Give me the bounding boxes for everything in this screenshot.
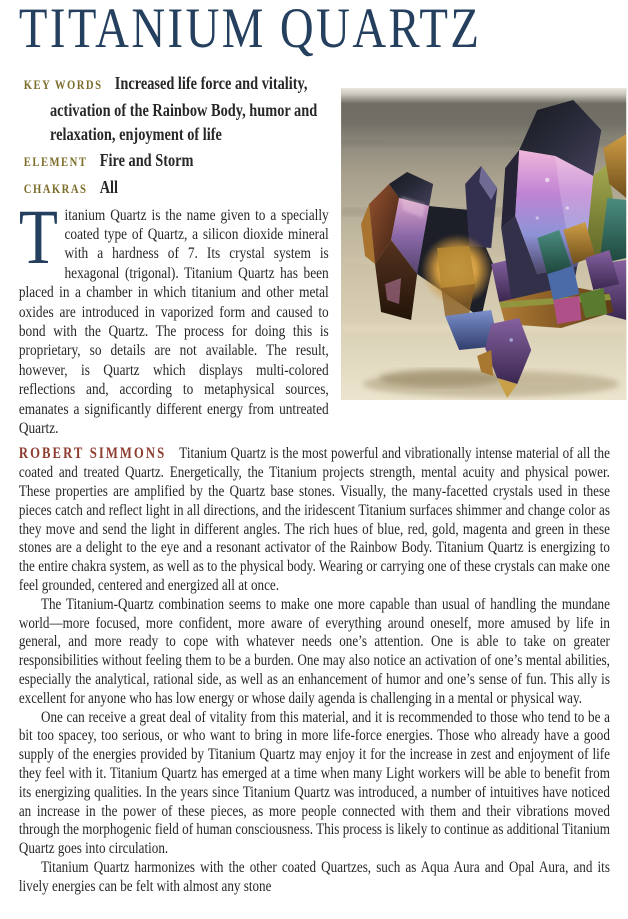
body-paragraph: The Titanium-Quartz combination seems to make one more capable than usual of handling the mundane world—more focused, more confident, more aware of everything around oneself, more amused by life in general, and more ready to cope with whatever needs one’s attention. One is able to take on greater responsibilities without feeling them to be a burden. One may also notice an activation of one’s mental abilities, especially the analytical, rational side, as well as an enhancement of humor and one’s sense of fun. This ally is excellent for anyone who has low energy or whose daily agenda is challenging in a mental or physical way. bbox=[18, 595, 610, 707]
paragraph-text: Titanium Quartz is the most powerful and vibrationally intense material of all the coated and treated Quartz. Energetically, the Titanium projects strength, mental acuity and physical power. These properties are amplified by the Quartz base stones. Visually, the many-facetted crystals used in these pieces catch and reflect light in all directions, and the iridescent Titanium surfaces shimmer and change color as they move and send the light in different angles. The rich hues of blue, red, gold, magenta and green in these stones are a delight to the eye and a resonant activator of the Rainbow Body. Titanium Quartz is energizing to the entire chakra system, as well as to the physical body. Wearing or carrying one of these crystals can make one feel grounded, centered and energized all at once. bbox=[18, 445, 610, 594]
body-paragraph bbox=[19, 445, 610, 595]
crystal-cluster-illustration bbox=[341, 88, 626, 400]
page-title: TITANIUM QUARTZ bbox=[18, 0, 482, 60]
property-value: Increased life force and vitality, activation of the Rainbow Body, humor and relaxation, enjoyment of life bbox=[50, 73, 318, 144]
body-paragraph: One can receive a great deal of vitality from this material, and it is recommended to those who tend to be a bit too spacey, too serious, or who want to bring in more life-force energies. Those who already have a good supply of the energies provided by Titanium Quartz may enjoy it for the increase in zest and enjoyment of life they feel with it. Titanium Quartz has emerged at a time when many Light workers will be able to benefit from its energizing qualities. In the years since Titanium Quartz was introduced, a number of intuitives have noticed an increase in the power of these pieces, as more people connected with them and their vibrations moved through the morphogenic field of human consciousness. This process is likely to continue as additional Titanium Quartz goes into circulation. bbox=[18, 708, 610, 858]
property-label: ELEMENT bbox=[23, 153, 88, 169]
property-label: CHAKRAS bbox=[23, 181, 88, 196]
page-content bbox=[19, 71, 610, 897]
author-name: ROBERT SIMMONS bbox=[18, 445, 167, 463]
intro-text: itanium Quartz is the name given to a specially coated type of Quartz, a silicon dioxide mineral with a hardness of 7. Its crystal system is hexagonal (trigonal). Titanium Quartz has been placed in a chamber in which titanium and other metal oxides are introduced in vaporized form and caused to bond with the Quartz. The process for doing this is proprietary, so details are not available. The result, however, is Quartz which displays multi-colored reflections and, according to metaphysical sources, emanates a significantly different energy from untreated Quartz. bbox=[18, 204, 329, 437]
drop-cap: T bbox=[18, 192, 58, 280]
commentary-section bbox=[19, 445, 610, 896]
clipped-paragraph: Titanium Quartz harmonizes with the other coated Quartzes, such as Aqua Aura and Opal Aura, and its lively energies can be felt with almost any stone bbox=[18, 858, 610, 895]
property-label: KEY WORDS bbox=[23, 77, 103, 92]
property-value: All bbox=[99, 177, 119, 197]
crystal-photo bbox=[341, 88, 626, 400]
property-value: Fire and Storm bbox=[99, 149, 194, 170]
